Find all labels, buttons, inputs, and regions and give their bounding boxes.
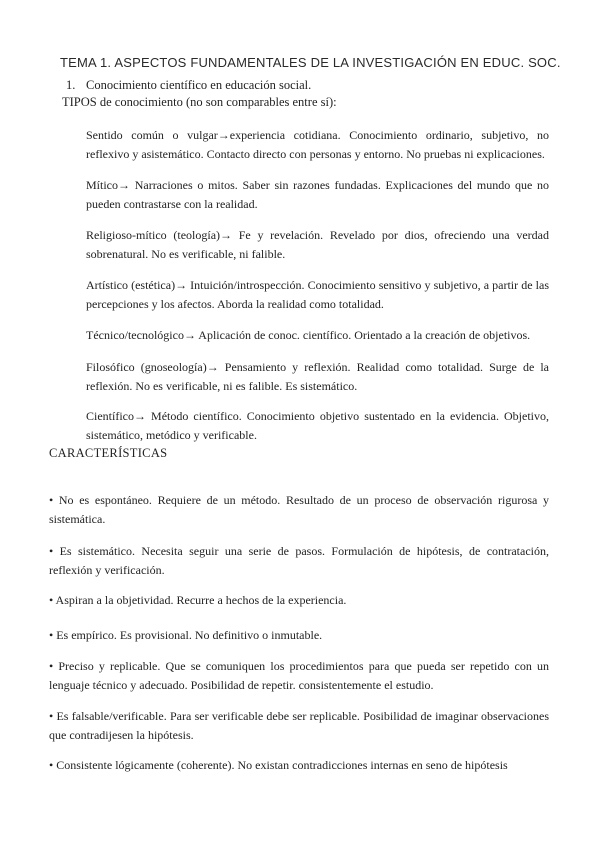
knowledge-type-scientific: Científico→ Método científico. Conocimiento objetivo sustentado en la evidencia. Objetivo, sistemático, metódico y verificable. bbox=[86, 409, 549, 442]
knowledge-type-artistic: Artístico (estética)→ Intuición/introspección. Conocimiento sensitivo y subjetivo, a partir de las percepciones y los afectos. Aborda la realidad como totalidad. bbox=[86, 278, 549, 311]
knowledge-type-technical: Técnico/tecnológico→ Aplicación de conoc. científico. Orientado a la creación de objetivos. bbox=[86, 328, 531, 342]
types-heading: TIPOS de conocimiento (no son comparables entre sí): bbox=[62, 95, 337, 109]
numbered-item bbox=[66, 78, 311, 93]
item-text: Conocimiento científico en educación social. bbox=[86, 78, 312, 92]
knowledge-type-religious: Religioso-mítico (teología)→ Fe y revelación. Revelado por dios, ofreciendo una verdad sobrenatural. No es verificable, ni falible. bbox=[86, 228, 549, 261]
characteristic-item: • Es sistemático. Necesita seguir una serie de pasos. Formulación de hipótesis, de contratación, reflexión y verificación. bbox=[49, 544, 549, 577]
characteristic-item: • Preciso y replicable. Que se comuniquen los procedimientos para que pueda ser repetido con un lenguaje técnico y adecuado. Posibilidad de repetir. consistentemente el estudio. bbox=[49, 659, 549, 692]
item-number: 1. bbox=[66, 78, 76, 92]
characteristic-item: • Es empírico. Es provisional. No definitivo o inmutable. bbox=[49, 628, 323, 642]
characteristic-item: • Aspiran a la objetividad. Recurre a hechos de la experiencia. bbox=[49, 593, 347, 607]
characteristic-item: • Consistente lógicamente (coherente). No existan contradicciones internas en seno de hipótesis bbox=[49, 758, 508, 772]
document-title: TEMA 1. ASPECTOS FUNDAMENTALES DE LA INVESTIGACIÓN EN EDUC. SOC. bbox=[60, 55, 561, 70]
knowledge-type-philosophical: Filosófico (gnoseología)→ Pensamiento y reflexión. Realidad como totalidad. Surge de la reflexión. No es verificable, ni es falible. Es sistemático. bbox=[86, 360, 549, 393]
knowledge-type-common-sense: Sentido común o vulgar→experiencia cotidiana. Conocimiento ordinario, subjetivo, no reflexivo y asistemático. Contacto directo con personas y entorno. No pruebas ni explicaciones. bbox=[86, 128, 549, 161]
knowledge-type-mythic: Mítico→ Narraciones o mitos. Saber sin razones fundadas. Explicaciones del mundo que no pueden contrastarse con la realidad. bbox=[86, 178, 549, 211]
characteristic-item: • Es falsable/verificable. Para ser verificable debe ser replicable. Posibilidad de imaginar observaciones que contradijesen la hipótesis. bbox=[49, 709, 549, 742]
characteristics-heading: CARACTERÍSTICAS bbox=[49, 446, 168, 460]
characteristic-item: • No es espontáneo. Requiere de un método. Resultado de un proceso de observación rigurosa y sistemática. bbox=[49, 493, 549, 526]
